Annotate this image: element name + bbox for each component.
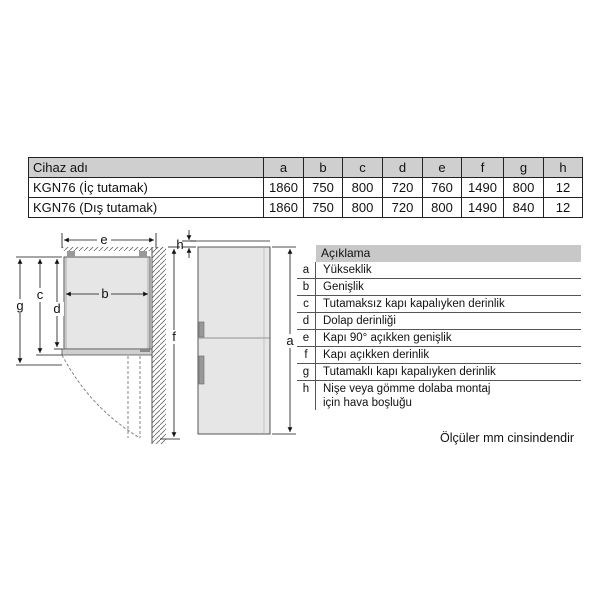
table-cell: 1860 [264,198,304,218]
legend-text: Kapı açıkken derinlik [323,349,430,361]
legend-letter: a [297,262,316,278]
dimension-d [50,259,64,349]
header-col-d: d [383,158,423,178]
legend-item [297,313,581,330]
header-col-g: g [504,158,544,178]
table-header-row [29,158,583,178]
table-cell: 800 [343,178,383,198]
legend-letter: e [297,330,316,346]
label-a: a [286,333,294,348]
legend-letter: g [297,364,316,380]
legend-item [297,279,581,296]
header-col-a: a [264,158,304,178]
table-cell: 840 [504,198,544,218]
dimension-a [272,247,297,434]
table-cell: 800 [504,178,544,198]
legend-letter: h [297,381,316,410]
table-cell: 750 [304,198,343,218]
legend-text: Dolap derinliği [323,315,396,327]
label-h: h [176,237,184,252]
table-cell: 800 [423,198,462,218]
legend-text: Yükseklik [323,264,372,276]
label-c: c [36,287,44,302]
legend-text: Tutamaksız kapı kapalıyken derinlik [323,298,505,310]
header-col-b: b [304,158,343,178]
table-cell: 1860 [264,178,304,198]
header-device-name: Cihaz adı [29,158,264,178]
legend-text-line2: için hava boşluğu [323,397,412,409]
table-cell: 800 [343,198,383,218]
header-col-e: e [423,158,462,178]
legend-letter: d [297,313,316,329]
label-b: b [101,286,109,301]
legend-letter: c [297,296,316,312]
legend-title: Açıklama [316,245,581,262]
fridge-side-view [190,241,270,434]
label-d: d [53,301,61,316]
label-g: g [16,298,24,313]
table-cell: 12 [544,198,583,218]
units-footnote: Ölçüler mm cinsindendir [440,431,575,445]
table-cell: 1490 [462,198,504,218]
header-col-f: f [462,158,504,178]
legend-letter: b [297,279,316,295]
label-f: f [172,329,176,344]
legend-item [297,347,581,364]
label-e: e [100,232,108,247]
table-cell: 720 [383,198,423,218]
legend-text: Tutamaklı kapı kapalıyken derinlik [323,366,496,378]
row-device-name: KGN76 (İç tutamak) [29,178,264,198]
header-col-c: c [343,158,383,178]
row-device-name: KGN76 (Dış tutamak) [29,198,264,218]
legend-text [316,381,490,410]
header-col-h: h [544,158,583,178]
legend-letter: f [297,347,316,363]
legend-text-line1: Nişe veya gömme dolaba montaj [323,383,491,395]
legend-item [297,262,581,279]
table-row [29,198,583,218]
table-cell: 750 [304,178,343,198]
dimensions-table [28,157,583,218]
dimension-e [62,232,156,248]
legend [297,245,581,410]
table-cell: 1490 [462,178,504,198]
fridge-dimension-drawing [0,225,300,450]
table-cell: 12 [544,178,583,198]
legend-item [297,296,581,313]
legend-item [297,330,581,347]
table-cell: 760 [423,178,462,198]
fridge-top-view [62,251,152,438]
table-row [29,178,583,198]
dimension-h [176,230,196,258]
legend-text: Genişlik [323,281,364,293]
legend-item [297,381,581,410]
table-cell: 720 [383,178,423,198]
legend-text: Kapı 90° açıkken genişlik [323,332,452,344]
legend-item [297,364,581,381]
